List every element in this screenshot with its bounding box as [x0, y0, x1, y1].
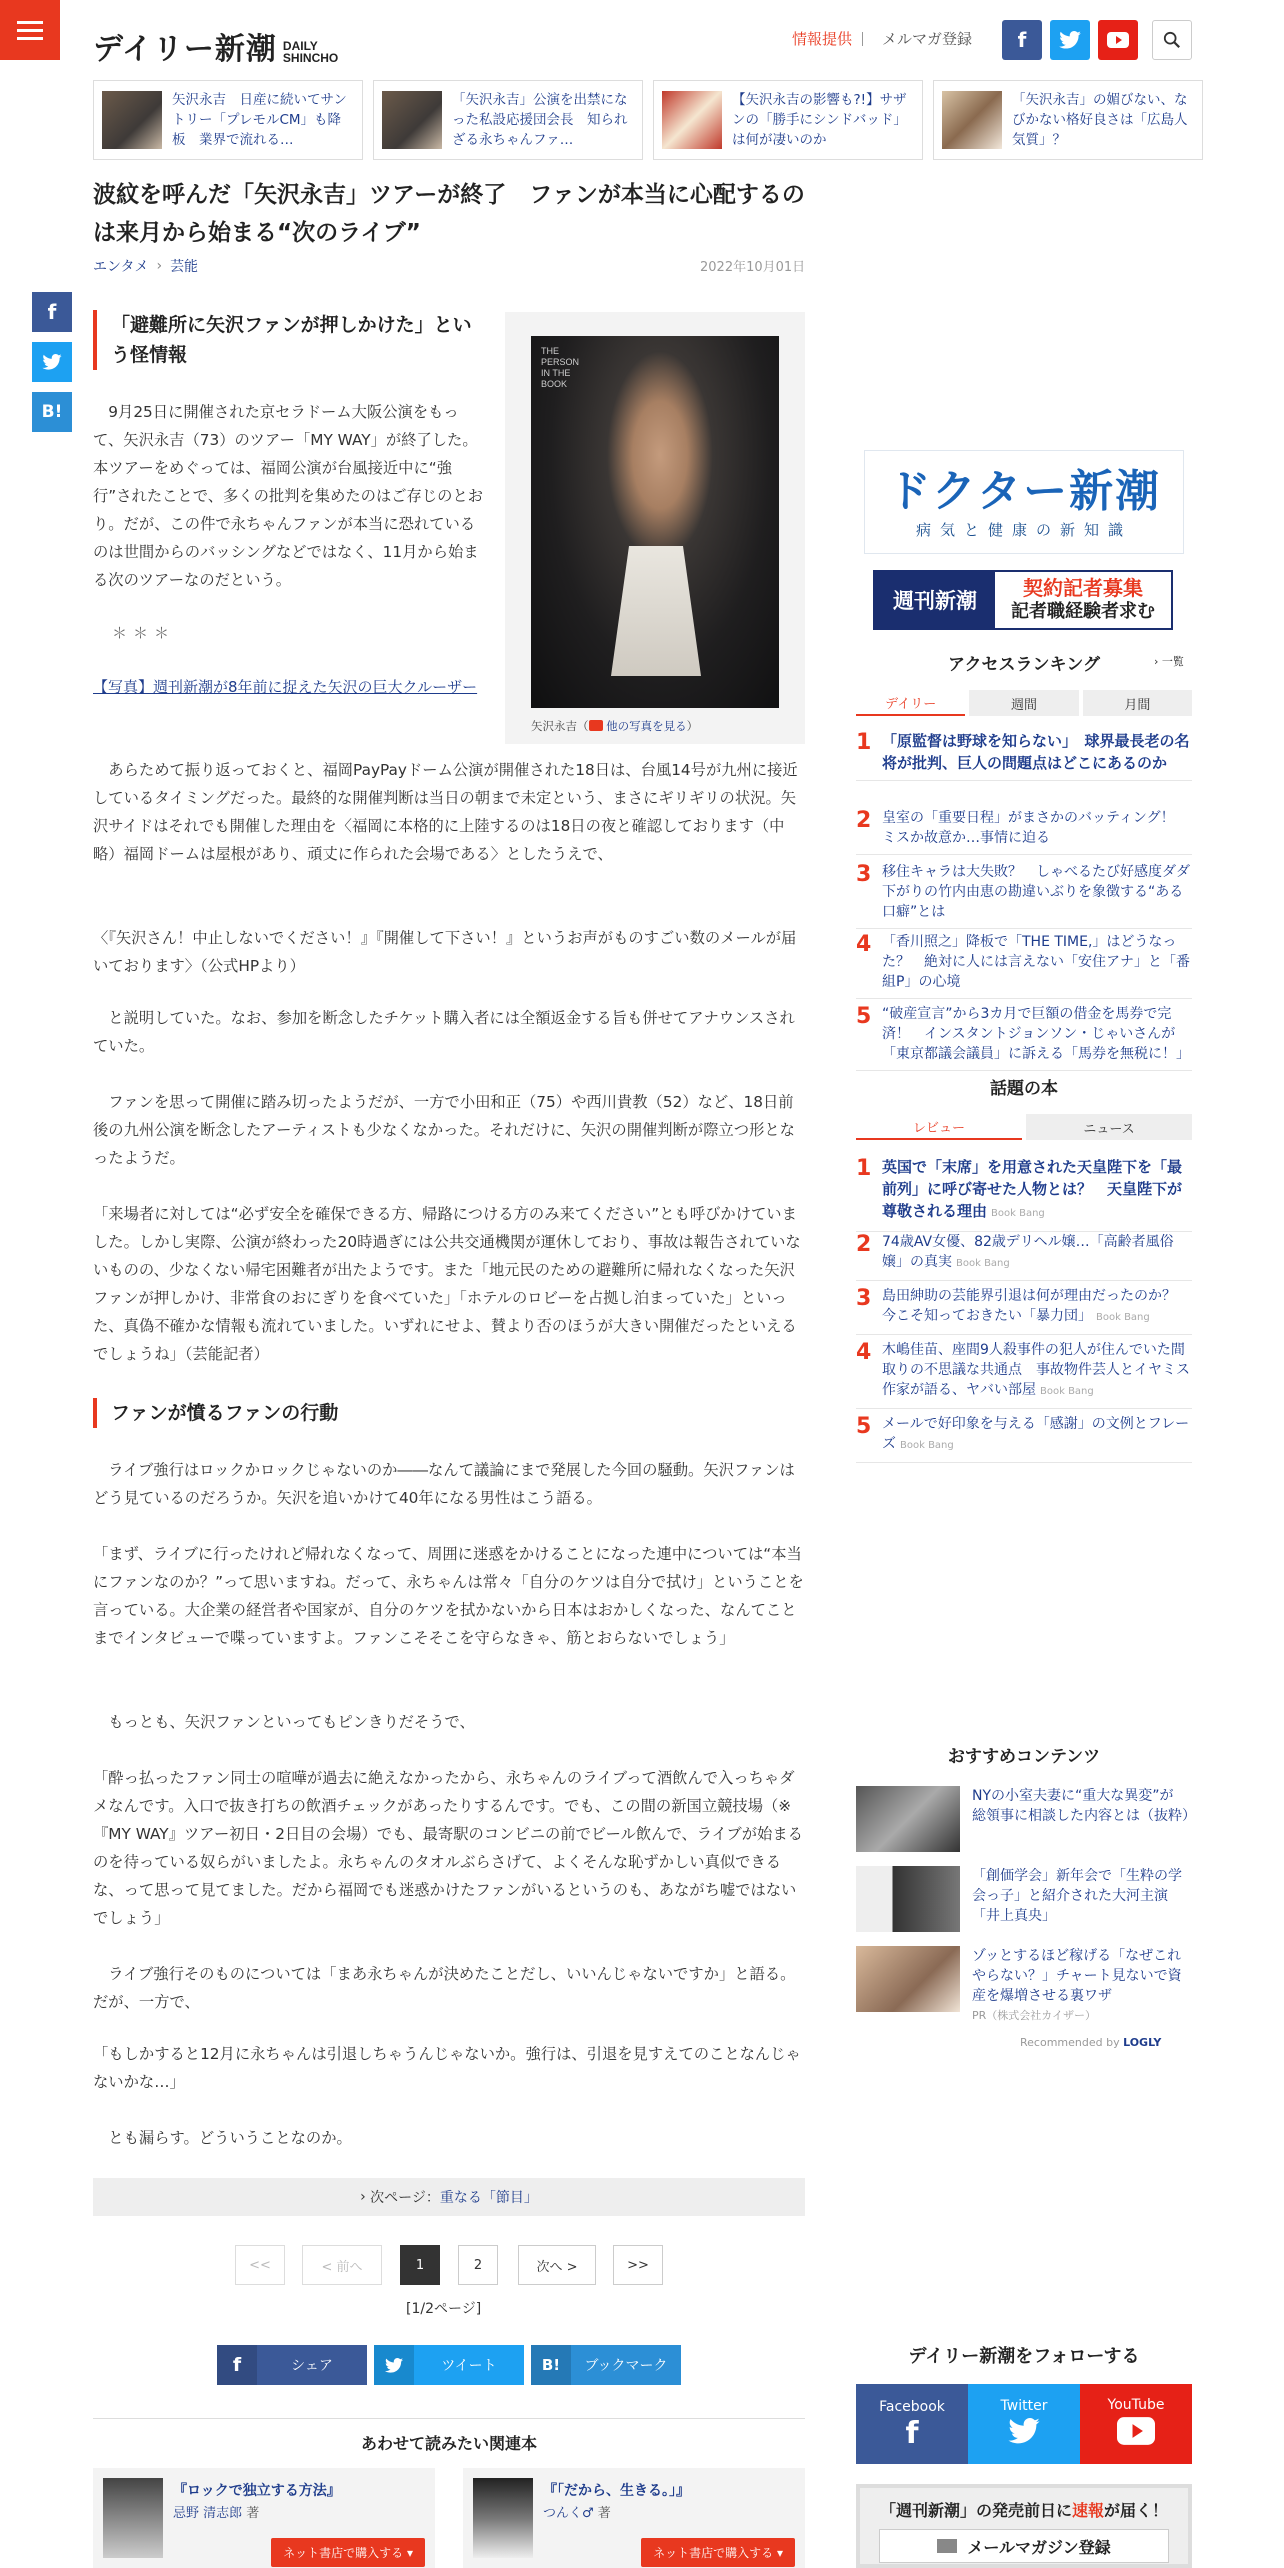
- pager-last[interactable]: >>: [613, 2245, 663, 2285]
- photo-link[interactable]: 【写真】週刊新潮が8年前に捉えた矢沢の巨大クルーザー: [93, 678, 478, 696]
- youtube-icon[interactable]: [1098, 20, 1138, 60]
- breadcrumb: [93, 256, 198, 276]
- logly-text: Recommended by: [1020, 2036, 1120, 2049]
- mailmag-link[interactable]: メルマガ登録: [882, 30, 973, 48]
- pager-page-2[interactable]: 2: [458, 2245, 498, 2285]
- ad-doctor-title: ドクター新潮: [886, 465, 1162, 517]
- rank-number: 2: [856, 808, 872, 833]
- mail-magazine-register-button[interactable]: [879, 2529, 1169, 2563]
- rank-title: 「香川照之」降板で「THE TIME,」はどうなった？ 絶対に人には言えない「安住アナ」と「番組P」の心境: [882, 934, 1190, 990]
- mail-magazine-lead: [860, 2498, 1188, 2521]
- related-article-card[interactable]: [933, 80, 1203, 160]
- tab-monthly[interactable]: 月間: [1083, 690, 1192, 716]
- share-label: ツイート: [441, 2358, 497, 2374]
- paragraph: 〈『矢沢さん！中止しないでください！』『開催して下さい！』というお声がものすごい数のメールが届いております〉（公式HPより）: [93, 929, 797, 975]
- recommend-item[interactable]: [856, 1786, 1196, 1858]
- book-cover[interactable]: [103, 2478, 163, 2558]
- logo-en-1: DAILY: [282, 39, 318, 53]
- follow-twitter-button[interactable]: [968, 2384, 1080, 2464]
- paragraph: と説明していた。なお、参加を断念したチケット購入者には全額返金する旨も併せてアナウンスされていた。: [93, 1009, 795, 1055]
- follow-facebook-button[interactable]: [856, 2384, 968, 2464]
- hamburger-icon-bar: [17, 29, 43, 32]
- envelope-icon: [937, 2539, 957, 2553]
- ad-shukan-logo: 週刊新潮: [875, 572, 995, 628]
- mail-button-label: メールマガジン登録: [967, 2537, 1111, 2557]
- rank-title: 移住キャラは大失敗？ しゃべるたび好感度ダダ下がりの竹内由恵の勘違いぶりを象徴する“ある口癖”とは: [882, 864, 1190, 920]
- rank-source: Book Bang: [991, 1208, 1045, 1219]
- twitter-share-icon[interactable]: [32, 342, 72, 382]
- tab-daily[interactable]: デイリー: [856, 690, 965, 716]
- recommend-title: [972, 1866, 1192, 1938]
- facebook-share-icon[interactable]: f: [32, 292, 72, 332]
- ranking-tabs: [856, 690, 1192, 716]
- paragraph: ファンを思って開催に踏み切ったようだが、一方で小田和正（75）や西川貴教（52）など、18日前後の九州公演を断念したアーティストも少なくなかった。それだけに、矢沢の開催判断が際立つ形となったようだ。: [93, 1093, 795, 1167]
- share-label: シェア: [291, 2358, 333, 2374]
- book-author: [173, 2502, 259, 2521]
- search-icon[interactable]: [1152, 20, 1192, 60]
- next-page-banner[interactable]: [93, 2178, 805, 2216]
- related-title: 「矢沢永吉」の媚びない、なびかない格好良さは「広島人気質」？: [1012, 92, 1188, 148]
- book-cover[interactable]: [473, 2478, 533, 2558]
- page-count: [1/2ページ]: [406, 2301, 482, 2317]
- hamburger-icon: [17, 21, 43, 24]
- rank-source: Book Bang: [1096, 1312, 1150, 1323]
- recommend-thumbnail: [856, 1946, 960, 2012]
- section-heading: 「避難所に矢沢ファンが押しかけた」という怪情報: [93, 310, 488, 370]
- ranking-title: アクセスランキング: [948, 655, 1100, 675]
- rank-title-text: 島田紳助の芸能界引退は何が理由だったのか？ 今こそ知っておきたい「暴力団」: [882, 1288, 1190, 1324]
- paragraph: ライブ強行そのものについては「まあ永ちゃんが決めたことだし、いいんじゃないですか」と語る。だが、一方で、: [93, 1965, 796, 2011]
- related-books-title: あわせて読みたい関連本: [93, 2418, 805, 2454]
- follow-title: デイリー新潮をフォローする: [908, 2346, 1140, 2367]
- caption-end: ）: [686, 719, 699, 733]
- book-author-suffix: 著: [246, 2506, 260, 2521]
- related-title: 【矢沢永吉の影響も?!】サザンの「勝手にシンドバッド」は何が凄いのか: [732, 92, 907, 148]
- twitter-icon[interactable]: [1050, 20, 1090, 60]
- book-author-name[interactable]: 忌野 清志郎: [173, 2506, 243, 2521]
- paragraph: 「来場者に対しては“必ず安全を確保できる方、帰路につける方のみ来てください”とも呼びかけていました。しかし実際、公演が終わった20時過ぎには公共交通機関が運休しており、事故は報告されていないものの、少なくない帰宅困難者が出たようです。また「地元民のための避難所に帰れなくなった矢沢ファンが押しかけ、非常食のおにぎりを食べていた」「ホテルのロビーを占拠し泊まっていた」といった、真偽不確かな情報も流れていました。いずれにせよ、賛より否のほうが大きい開催だったといえるでしょうね」（芸能記者）: [93, 1205, 801, 1363]
- ad-shukan-line2: 記者職経験者求む: [1011, 601, 1155, 622]
- breadcrumb-item[interactable]: 芸能: [170, 259, 199, 275]
- article-title: 波紋を呼んだ「矢沢永吉」ツアーが終了 ファンが本当に心配するのは来月から始まる“次のライブ”: [93, 182, 805, 246]
- pager-page-1[interactable]: 1: [400, 2245, 440, 2285]
- follow-label: YouTube: [1107, 2397, 1165, 2413]
- tab-weekly[interactable]: 週間: [969, 690, 1078, 716]
- more-photos-link[interactable]: 他の写真を見る: [606, 719, 687, 733]
- book-author: [543, 2502, 611, 2521]
- rank-source: Book Bang: [900, 1440, 954, 1451]
- rank-number: 1: [856, 730, 872, 755]
- related-article-card[interactable]: [93, 80, 363, 160]
- book-ranking-item[interactable]: [856, 1232, 1192, 1281]
- mail-lead-2: 速報: [1071, 2501, 1104, 2520]
- related-thumbnail: [102, 91, 162, 149]
- rank-number: 3: [856, 1286, 872, 1311]
- rank-title: 「原監督は野球を知らない」 球界最長老の名将が批判、巨人の問題点はどこにあるのか: [882, 732, 1190, 772]
- book-author-name[interactable]: つんく♂: [543, 2506, 594, 2521]
- share-label: ブックマーク: [584, 2358, 668, 2374]
- rank-title-text: 英国で「末席」を用意された天皇陛下を「最前列」に呼び寄せた人物とは？ 天皇陛下が尊敬される理由: [882, 1158, 1183, 1220]
- publish-date: 2022年10月01日: [700, 260, 806, 275]
- book-ranking-item[interactable]: [856, 1156, 1192, 1232]
- facebook-icon: f: [217, 2345, 257, 2385]
- chevron-right-icon: ›: [156, 258, 163, 274]
- rank-number: 1: [856, 1156, 872, 1181]
- section-heading: ファンが憤るファンの行動: [93, 1398, 805, 1428]
- follow-youtube-button[interactable]: [1080, 2384, 1192, 2464]
- ad-shukan-shincho-recruit[interactable]: [873, 570, 1173, 630]
- buy-label: ネット書店で購入する: [653, 2546, 774, 2560]
- pager-next[interactable]: 次へ >: [518, 2245, 596, 2285]
- mail-lead-3: が届く！: [1104, 2501, 1169, 2520]
- chevron-right-icon: ›: [1154, 655, 1162, 668]
- related-title: 矢沢永吉 日産に続いてサントリー「プレモルCM」も降板 業界で流れる…: [172, 92, 347, 148]
- paragraph: 「まず、ライブに行ったけれど帰れなくなって、周囲に迷惑をかけることになった連中については“本当にファンなのか？”って思いますね。だって、永ちゃんは常々「自分のケツは自分で拭け」ということを言っている。大企業の経営者や国家が、自分のケツを拭かないから日本はおかしくなった、なんてことまでインタビューで喋っていますよ。ファンこそそこを守らなきゃ、筋とおらないでしょう」: [93, 1545, 804, 1647]
- recommend-text: 「創価学会」新年会で「生粋の学会っ子」と紹介された大河主演「井上真央」: [972, 1868, 1182, 1924]
- logly-credit: [1020, 2036, 1161, 2049]
- rank-title: [882, 1232, 1192, 1274]
- paragraph: 9月25日に開催された京セラドーム大阪公演をもって、矢沢永吉（73）のツアー「MY WAY」が終了した。本ツアーをめぐっては、福岡公演が台風接近中に“強行”されたことで、多くの批判を集めたのはご存じのとおり。だが、この件で永ちゃんファンが本当に恐れているのは世間からのバッシングなどではなく、11月から始まる次のツアーなのだという。: [93, 403, 484, 589]
- hatena-bookmark-icon: B!: [531, 2345, 571, 2385]
- rank-number: 5: [856, 1414, 872, 1439]
- rank-title: [882, 1414, 1192, 1456]
- photo-background-book: THE PERSON IN THE BOOK: [541, 346, 580, 389]
- chevron-down-icon: ▾: [406, 2546, 413, 2560]
- ad-shukan-line1: 契約記者募集: [1023, 576, 1143, 600]
- related-article-card[interactable]: [653, 80, 923, 160]
- tab-review[interactable]: レビュー: [856, 1114, 1022, 1140]
- breadcrumb-item[interactable]: エンタメ: [93, 259, 149, 275]
- mail-magazine-box: [856, 2484, 1192, 2568]
- rank-title-text: メールで好印象を与える「感謝」の文例とフレーズ: [882, 1416, 1190, 1452]
- article-photo[interactable]: [531, 336, 779, 708]
- ranking-item[interactable]: [856, 808, 1192, 855]
- related-article-card[interactable]: [373, 80, 643, 160]
- related-book-card: [93, 2468, 435, 2568]
- recommend-title: おすすめコンテンツ: [947, 1747, 1101, 1767]
- ad-doctor-subtitle: 病気と健康の新知識: [915, 520, 1132, 539]
- related-book-card: [463, 2468, 805, 2568]
- recommend-thumbnail: [856, 1786, 960, 1852]
- recommend-text: ゾッとするほど稼げる「なぜこれやらない？」チャート見ないで資産を爆増させる裏ワザ: [972, 1948, 1182, 2004]
- book-ranking-item[interactable]: [856, 1340, 1192, 1409]
- logo-text: デイリー新潮: [93, 32, 277, 67]
- caption-text: 矢沢永吉（: [531, 719, 589, 733]
- rank-number: 5: [856, 1004, 872, 1029]
- book-ranking-item[interactable]: [856, 1414, 1192, 1463]
- twitter-icon: [1008, 2418, 1040, 2450]
- paragraph: もっとも、矢沢ファンといってもピンきりだそうで、: [93, 1713, 475, 1731]
- rank-title: 皇室の「重要日程」がまさかのバッティング！ ミスか故意か…事情に迫る: [882, 810, 1189, 846]
- related-thumbnail: [662, 91, 722, 149]
- book-title[interactable]: 『ロックで独立する方法』: [173, 2483, 341, 2499]
- menu-button[interactable]: [0, 0, 60, 60]
- follow-label: Facebook: [879, 2399, 945, 2415]
- paragraph: 「酔っ払ったファン同士の喧嘩が過去に絶えなかったから、永ちゃんのライブって酒飲んで入っちゃダメなんです。入口で抜き打ちの飲酒チェックがあったりするんです。でも、この間の新国立競技場（※『MY WAY』ツアー初日・2日目の会場）でも、最寄駅のコンビニの前でビール飲んで、ライブが始まるのを待っている奴らがいましたよ。永ちゃんのタオルぶらさげて、よくそんな恥ずかしい真似できるな、って思って見てました。だから福岡でも迷惑かけたファンがいるというのも、あながち嘘ではないでしょう」: [93, 1769, 803, 1927]
- next-page-link[interactable]: 重なる「節目」: [439, 2190, 538, 2206]
- chevron-right-icon: ›: [360, 2189, 371, 2205]
- rank-title-text: 74歳AV女優、82歳デリヘル嬢…「高齢者風俗嬢」の真実: [882, 1234, 1174, 1270]
- separator-stars: ＊＊＊: [112, 624, 176, 642]
- share-twitter-button[interactable]: [374, 2345, 524, 2385]
- buy-book-button[interactable]: [271, 2538, 425, 2567]
- related-thumbnail: [382, 91, 442, 149]
- recommend-item[interactable]: [856, 1866, 1192, 1938]
- book-author-suffix: 著: [597, 2506, 611, 2521]
- camera-icon: [589, 720, 603, 731]
- recommend-title: [972, 1946, 1192, 2022]
- twitter-icon: [374, 2345, 414, 2385]
- recommend-title: [972, 1786, 1196, 1858]
- chevron-down-icon: ▾: [776, 2546, 783, 2560]
- rank-title: [882, 1286, 1192, 1328]
- logly-logo[interactable]: LOGLY: [1123, 2036, 1162, 2049]
- recommend-thumbnail: [856, 1866, 960, 1932]
- recommend-source: PR（株式会社カイザー）: [972, 2009, 1096, 2022]
- buy-book-button[interactable]: [641, 2538, 795, 2567]
- rank-source: Book Bang: [1040, 1386, 1094, 1397]
- ad-doctor-shincho[interactable]: [864, 450, 1184, 554]
- share-facebook-button[interactable]: [217, 2345, 367, 2385]
- youtube-icon: [1117, 2417, 1155, 2451]
- follow-label: Twitter: [1000, 2398, 1048, 2414]
- paragraph: 「もしかすると12月に永ちゃんは引退しちゃうんじゃないか。強行は、引退を見すえてのことなんじゃないかな…」: [93, 2045, 801, 2091]
- logo-subtext: [283, 40, 338, 64]
- photo-figure: [505, 312, 805, 744]
- photo-shirt: [611, 546, 701, 676]
- mail-lead-1: 「週刊新潮」の発売前日に: [879, 2501, 1072, 2520]
- rank-number: 4: [856, 1340, 872, 1365]
- rank-number: 4: [856, 932, 872, 957]
- related-title: 「矢沢永吉」公演を出禁になった私設応援団会長 知られざる永ちゃんファ…: [452, 92, 628, 148]
- site-logo[interactable]: [93, 24, 338, 68]
- info-provide-link[interactable]: 情報提供: [792, 28, 863, 49]
- rank-number: 2: [856, 1232, 872, 1257]
- hatena-bookmark-icon[interactable]: B!: [32, 392, 72, 432]
- ranking-item[interactable]: [856, 862, 1192, 929]
- books-tabs: [856, 1114, 1192, 1140]
- ad-shukan-text: [995, 572, 1171, 628]
- share-hatena-button[interactable]: [531, 2345, 681, 2385]
- facebook-icon[interactable]: f: [1002, 20, 1042, 60]
- pager-first[interactable]: <<: [235, 2245, 285, 2285]
- books-title: 話題の本: [990, 1079, 1058, 1099]
- rank-number: 3: [856, 862, 872, 887]
- ranking-item[interactable]: [856, 1004, 1192, 1071]
- recommend-item[interactable]: [856, 1946, 1192, 2022]
- paragraph: あらためて振り返っておくと、福岡PayPayドーム公演が開催された18日は、台風14号が九州に接近しているタイミングだった。最終的な開催判断は当日の朝まで未定という、まさにギリギリの状況。矢沢サイドはそれでも開催した理由を〈福岡に本格的に上陸するのは18日の夜と確認しております（中略）福岡ドームは屋根があり、頑丈に作られた会場である〉としたうえで、: [93, 761, 798, 863]
- related-thumbnail: [942, 91, 1002, 149]
- paragraph: とも漏らす。どういうことなのか。: [93, 2129, 352, 2147]
- photo-caption: [531, 718, 698, 734]
- next-page-prefix: 次ページ：: [370, 2190, 440, 2206]
- rank-title: “破産宣言”から3カ月で巨額の借金を馬券で完済！ インスタントジョンソン・じゃいさんが「東京都議会議員」に訴える「馬券を無税に！」: [882, 1006, 1190, 1062]
- hamburger-icon-bar: [17, 37, 43, 40]
- book-ranking-item[interactable]: [856, 1286, 1192, 1335]
- paragraph: ライブ強行はロックかロックじゃないのか――なんて議論にまで発展した今回の騒動。矢沢ファンはどう見ているのだろうか。矢沢を追いかけて40年になる男性はこう語る。: [93, 1461, 795, 1507]
- tab-news[interactable]: ニュース: [1026, 1114, 1192, 1140]
- rank-title-text: 木嶋佳苗、座間9人殺事件の犯人が住んでいた間取りの不思議な共通点 事故物件芸人とイヤミス作家が語る、ヤバい部屋: [882, 1342, 1190, 1398]
- rank-title: [882, 1340, 1192, 1402]
- ranking-more-label: 一覧: [1161, 655, 1184, 668]
- ranking-item[interactable]: [856, 932, 1192, 999]
- logo-en-2: SHINCHO: [282, 51, 339, 65]
- facebook-icon: f: [905, 2416, 919, 2451]
- ranking-more-link[interactable]: [1154, 653, 1184, 669]
- recommend-text: NYの小室夫妻に“重大な異変”が 総領事に相談した内容とは（抜粋）: [972, 1788, 1196, 1824]
- rank-source: Book Bang: [956, 1258, 1010, 1269]
- buy-label: ネット書店で購入する: [283, 2546, 404, 2560]
- ranking-item[interactable]: [856, 730, 1192, 781]
- rank-title: [882, 1156, 1192, 1225]
- book-title[interactable]: 『「だから、生きる。」』: [543, 2483, 690, 2499]
- pager-prev[interactable]: < 前へ: [302, 2245, 382, 2285]
